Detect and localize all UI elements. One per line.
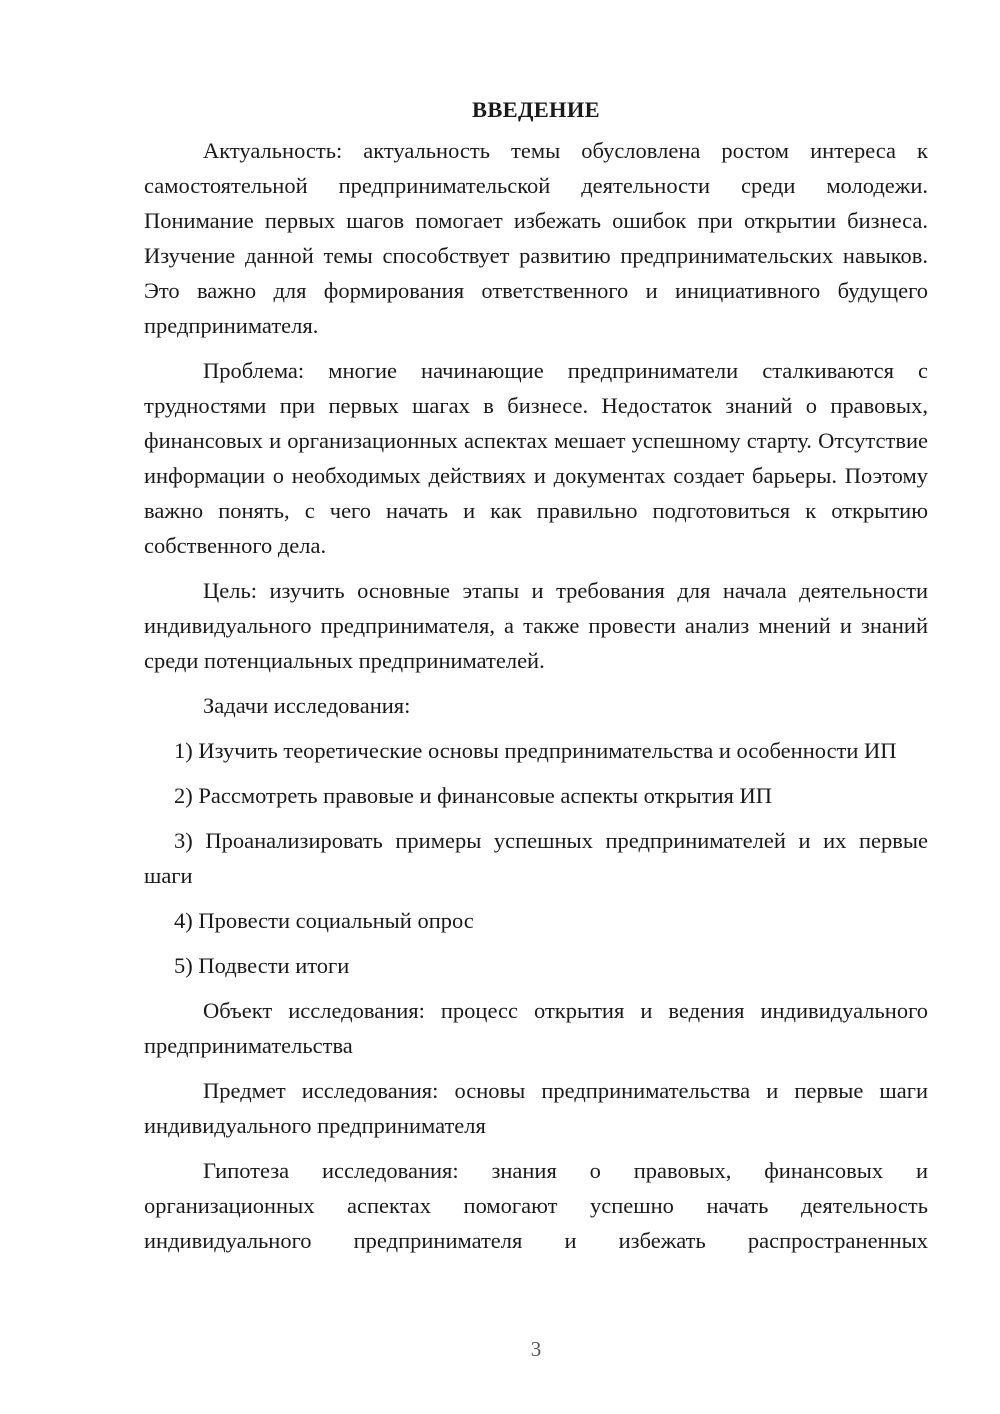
- object-paragraph: Объект исследования: процесс открытия и ведения индивидуального предпринимательства: [144, 998, 928, 1058]
- hypothesis-paragraph: Гипотеза исследования: знания о правовых, финансовых и организационных аспектах помогают успешно начать деятельность индивидуального предпринимателя и избежать распространенных: [144, 1158, 928, 1253]
- page-number: 3: [530, 1337, 542, 1361]
- task-item: 5) Подвести итоги: [174, 953, 350, 978]
- subject-paragraph: Предмет исследования: основы предпринимательства и первые шаги индивидуального предпринимателя: [144, 1078, 928, 1138]
- tasks-heading: Задачи исследования:: [203, 693, 411, 718]
- relevance-paragraph: Актуальность: актуальность темы обусловлена ростом интереса к самостоятельной предпринимательской деятельности среди молодежи. Понимание первых шагов помогает избежать ошибок при открытии бизнеса. Изучение данной темы способствует развитию предпринимательских навыков. Это важно для формирования ответственного и инициативного будущего предпринимателя.: [144, 138, 928, 338]
- problem-paragraph: Проблема: многие начинающие предприниматели сталкиваются с трудностями при первых шагах в бизнесе. Недостаток знаний о правовых, финансовых и организационных аспектах мешает успешному старту. Отсутствие информации о необходимых действиях и документах создает барьеры. Поэтому важно понять, с чего начать и как правильно подготовиться к открытию собственного дела.: [144, 358, 928, 558]
- page-content: [144, 92, 928, 1268]
- task-item: 3) Проанализировать примеры успешных предпринимателей и их первые шаги: [144, 828, 928, 888]
- goal-paragraph: Цель: изучить основные этапы и требования для начала деятельности индивидуального предпринимателя, а также провести анализ мнений и знаний среди потенциальных предпринимателей.: [144, 578, 928, 673]
- task-item: 1) Изучить теоретические основы предпринимательства и особенности ИП: [174, 738, 897, 763]
- task-item: 2) Рассмотреть правовые и финансовые аспекты открытия ИП: [174, 783, 773, 808]
- section-title: ВВЕДЕНИЕ: [472, 97, 600, 122]
- task-item: 4) Провести социальный опрос: [174, 908, 474, 933]
